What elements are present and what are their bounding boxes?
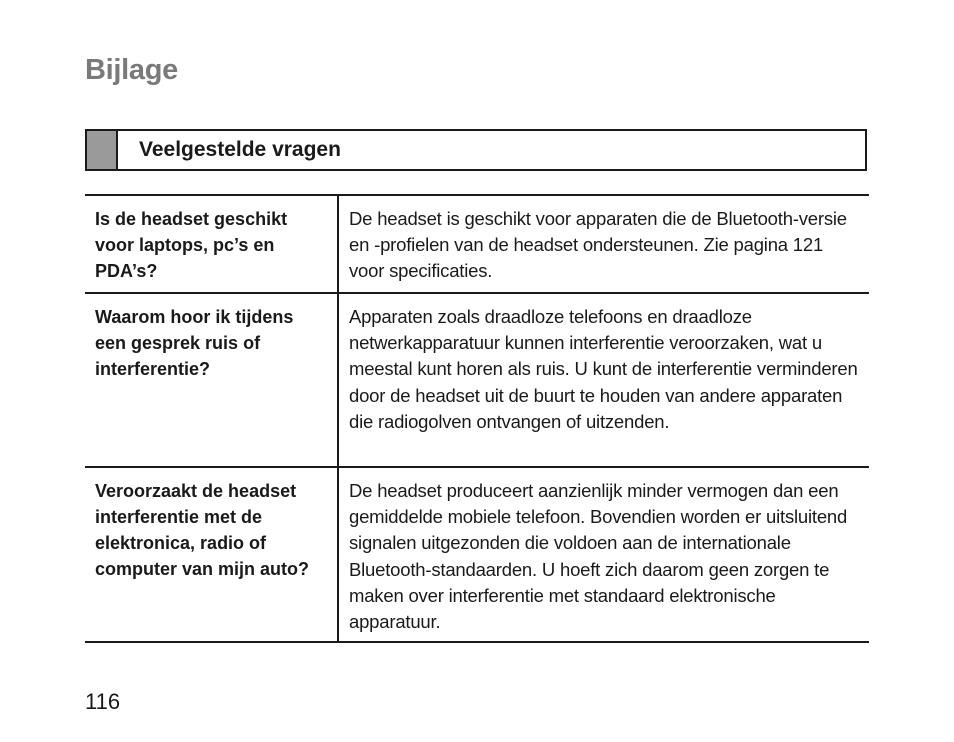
faq-row: [85, 467, 869, 642]
section-marker: [87, 131, 118, 169]
faq-answer: De headset is geschikt voor apparaten die de Bluetooth-versie en -profielen van de headset ondersteunen. Zie pagina 121 voor specificaties.: [338, 195, 869, 293]
faq-question: Veroorzaakt de headset interferentie met de elektronica, radio of computer van mijn auto?: [85, 467, 338, 642]
faq-answer: De headset produceert aanzienlijk minder vermogen dan een gemiddelde mobiele telefoon. Bovendien worden er uitsluitend signalen uitgezonden die voldoen aan de internationale Bluetooth-standaarden. U hoeft zich daarom geen zorgen te maken over interferentie met standaard elektronische apparatuur.: [338, 467, 869, 642]
section-header: [85, 129, 867, 171]
faq-row: [85, 195, 869, 293]
section-title: Veelgestelde vragen: [139, 138, 341, 161]
faq-answer: Apparaten zoals draadloze telefoons en draadloze netwerkapparatuur kunnen interferentie veroorzaken, wat u meestal kunt horen als ruis. U kunt de interferentie verminderen door de headset uit de buurt te houden van andere apparaten die radiogolven ontvangen of uitzenden.: [338, 293, 869, 467]
faq-table: [85, 194, 869, 643]
page-title: Bijlage: [85, 54, 178, 86]
faq-row: [85, 293, 869, 467]
faq-question: Waarom hoor ik tijdens een gesprek ruis of interferentie?: [85, 293, 338, 467]
page-number: 116: [85, 689, 121, 714]
faq-question: Is de headset geschikt voor laptops, pc’s en PDA’s?: [85, 195, 338, 293]
